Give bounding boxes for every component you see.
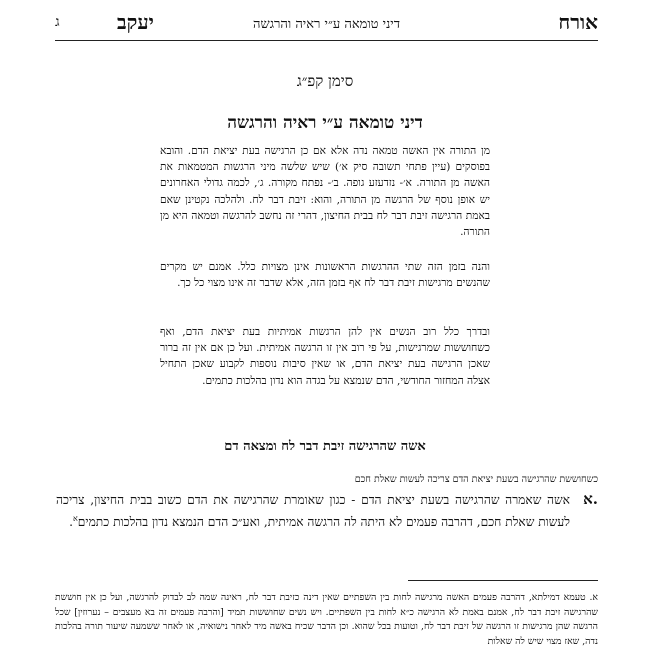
intro-paragraph-2: והנה בזמן הזה שתי ההרגשות הראשונות אינן מצויות כלל. אמנם יש מקרים שהנשים מרגישות זיבת דבר לח אף בזמן הזה, אלא שדבר זה אינו מצוי כל כך. — [160, 261, 490, 290]
footnote-text: א. טעמא דמילתא, דהרבה פעמים האשה מרגישה לחות בין השפתיים שאין דינה כזיבת דבר לח, ראינה שמה לב לבדוק להרגשה, ועל כן אין חוששת שהרגישה זיבת דבר לח, אמנם באמת לא הרגישה כ״א לחות בין השפתיים. ויש נשים שחוששות תמיד [והרבה פעמים זה בא מעצבים – נערוזין] שכל הרגשה שהן מרגישות זו הרגשה של זיבת דבר לח, וטועות בכל שהוא. וכן הדבר שכיח באשה מיד לאחר נישואיה, או לאחר ששמעה שיעור תורה בהלכות נדה, שאז מצוי שיש לה שאלות — [55, 592, 598, 647]
intro-paragraph-3: ובדרך כלל רוב הנשים אין להן הרגשות אמיתיות בעת יציאת הדם, ואף כשחוששות שמרגישות, על פי רוב אין זו הרגשה אמיתית. ועל כן אם אין זה ברור שאכן הרגישה בעת יציאת הדם, או שאין סיבות נוספות לקבוע שאכן התחיל אצלה המחזור החודשי, הדם שנמצא על בגדה הוא נדון בהלכות כתמים. — [160, 326, 490, 387]
main-paragraph-text: אשה שאמרה שהרגישה בשעת יציאת הדם - כגון שאומרת שהרגישה את הדם כשוב בבית החיצון, צריכה לעשות שאלת חכם, דהרבה פעמים לא היתה לה הרגשה אמיתית, ואע״כ הדם הנמצא נדון בהלכות כתמים — [56, 493, 570, 529]
page-number: ג — [55, 14, 60, 30]
siman-label: סימן קפ״ג — [296, 72, 354, 90]
footnote-ref[interactable]: א — [72, 513, 78, 523]
header-right-word: יעקב — [117, 10, 154, 34]
chapter-title: דיני טומאה ע״י ראיה והרגשה — [227, 113, 423, 133]
footnote-divider — [408, 580, 598, 581]
intro-paragraph-1: מן התורה אין האשה טמאה נדה אלא אם כן הרגישה בעת יציאת הדם. והובא בפוסקים (עיין פתחי תשובה סיק א׳) שיש שלשה מיני הרגשות המטמאות את האשה מן התורה. א׳- נזדעזע גופה. ב׳- נפתח מקורה. ג׳, לכמה גדולי האחרונים יש אופן נוסף של הרגשה מן התורה, והוא: זיבת דבר לח. ולהלכה נקטינן שאם באמת הרגישה זיבת דבר לח בבית החיצון, דהרי זה נחשב להרגשה וטמאה היא מן התורה. — [160, 145, 490, 239]
section-note: כשחוששת שהרגישה בשעת יציאת הדם צריכה לעשות שאלת חכם — [354, 474, 598, 485]
header-title: דיני טומאה ע״י ראיה והרגשה — [253, 17, 400, 32]
running-header — [55, 6, 598, 40]
header-rule — [55, 40, 598, 41]
section-subheading: אשה שהרגישה זיבת דבר לח ומצאה דם — [224, 439, 426, 454]
header-left-word: אורח — [558, 10, 598, 34]
main-paragraph: אשה שאמרה שהרגישה בשעת יציאת הדם - כגון שאומרת שהרגישה את הדם כשוב בבית החיצון, צריכה לעשות שאלת חכם, דהרבה פעמים לא היתה לה הרגשה אמיתית, ואע״כ הדם הנמצא נדון בהלכות כתמים$^א$. — [56, 493, 570, 529]
paragraph-marker: א. — [583, 490, 598, 508]
